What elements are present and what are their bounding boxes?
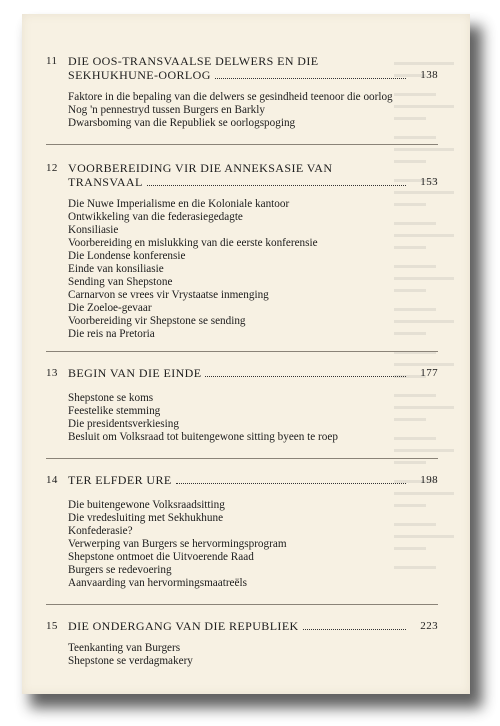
list-item: Konsiliasie (68, 224, 119, 236)
list-item: Voorbereiding vir Shepstone se sending (68, 315, 246, 327)
list-item: Shepstone se verdagmakery (68, 655, 193, 667)
list-item: Faktore in die bepaling van die delwers se gesindheid teenoor die oorlog (68, 91, 393, 103)
subsection-list (68, 198, 438, 341)
chapter-11 (46, 54, 438, 130)
chapter-title: DIE ONDERGANG VAN DIE REPUBLIEK (68, 619, 299, 633)
list-item: Sending van Shepstone (68, 276, 173, 288)
list-item: Aanvaarding van hervormingsmaatreëls (68, 577, 247, 589)
dot-leader (303, 629, 406, 630)
list-item: Konfederasie? (68, 525, 133, 537)
chapter-number: 14 (46, 474, 58, 486)
list-item: Voorbereiding en mislukking van die eerste konferensie (68, 237, 318, 249)
chapter-heading (46, 473, 438, 487)
subsection-list (68, 642, 438, 668)
chapter-page-number: 198 (420, 474, 438, 486)
chapter-page-number: 177 (420, 367, 438, 379)
chapter-14 (46, 473, 438, 590)
list-item: Shepstone ontmoet die Uitvoerende Raad (68, 551, 254, 563)
chapter-13 (46, 366, 438, 444)
chapter-title: TER ELFDER URE (68, 473, 172, 487)
subsection-list (68, 499, 438, 590)
chapter-title-line2: SEKHUKHUNE-OORLOG (68, 68, 211, 82)
chapter-title-line2: TRANSVAAL (68, 175, 143, 189)
list-item: Die Nuwe Imperialisme en die Koloniale kantoor (68, 198, 290, 210)
list-item: Carnarvon se vrees vir Vrystaatse inmenging (68, 289, 269, 301)
list-item: Feestelike stemming (68, 405, 161, 417)
chapter-number: 13 (46, 367, 58, 379)
dot-leader (176, 483, 406, 484)
chapter-heading (46, 161, 438, 189)
chapter-heading (46, 619, 438, 633)
list-item: Die reis na Pretoria (68, 328, 155, 340)
list-item: Dwarsboming van die Republiek se oorlogspoging (68, 117, 296, 129)
list-item: Die Londense konferensie (68, 250, 186, 262)
chapter-number: 11 (46, 55, 58, 67)
chapter-number: 12 (46, 162, 58, 174)
chapter-title: BEGIN VAN DIE EINDE (68, 366, 202, 380)
list-item: Nog 'n pennestryd tussen Burgers en Barkly (68, 104, 265, 116)
section-divider (46, 144, 438, 145)
section-divider (46, 604, 438, 605)
list-item: Shepstone se koms (68, 392, 154, 404)
list-item: Die presidentsverkiesing (68, 418, 179, 430)
chapter-15 (46, 619, 438, 668)
chapter-number: 15 (46, 620, 58, 632)
list-item: Teenkanting van Burgers (68, 642, 181, 654)
section-divider (46, 458, 438, 459)
chapter-heading (46, 54, 438, 82)
dot-leader (147, 185, 406, 186)
list-item: Die vredesluiting met Sekhukhune (68, 512, 224, 524)
chapter-title-line1: VOORBEREIDING VIR DIE ANNEKSASIE VAN (68, 161, 333, 175)
chapter-page-number: 138 (420, 69, 438, 81)
subsection-list (68, 91, 438, 130)
chapter-heading (46, 366, 438, 380)
table-of-contents (46, 38, 438, 668)
chapter-12 (46, 161, 438, 341)
chapter-title-line1: DIE OOS-TRANSVAALSE DELWERS EN DIE (68, 54, 319, 68)
section-divider (46, 351, 438, 352)
list-item: Ontwikkeling van die federasiegedagte (68, 211, 243, 223)
list-item: Die buitengewone Volksraadsitting (68, 499, 225, 511)
dot-leader (215, 78, 406, 79)
dot-leader (205, 376, 406, 377)
list-item: Burgers se redevoering (68, 564, 172, 576)
list-item: Verwerping van Burgers se hervormingsprogram (68, 538, 287, 550)
list-item: Einde van konsiliasie (68, 263, 164, 275)
chapter-page-number: 223 (420, 620, 438, 632)
subsection-list (68, 392, 438, 444)
chapter-page-number: 153 (420, 176, 438, 188)
list-item: Die Zoeloe-gevaar (68, 302, 152, 314)
list-item: Besluit om Volksraad tot buitengewone sitting byeen te roep (68, 431, 338, 443)
